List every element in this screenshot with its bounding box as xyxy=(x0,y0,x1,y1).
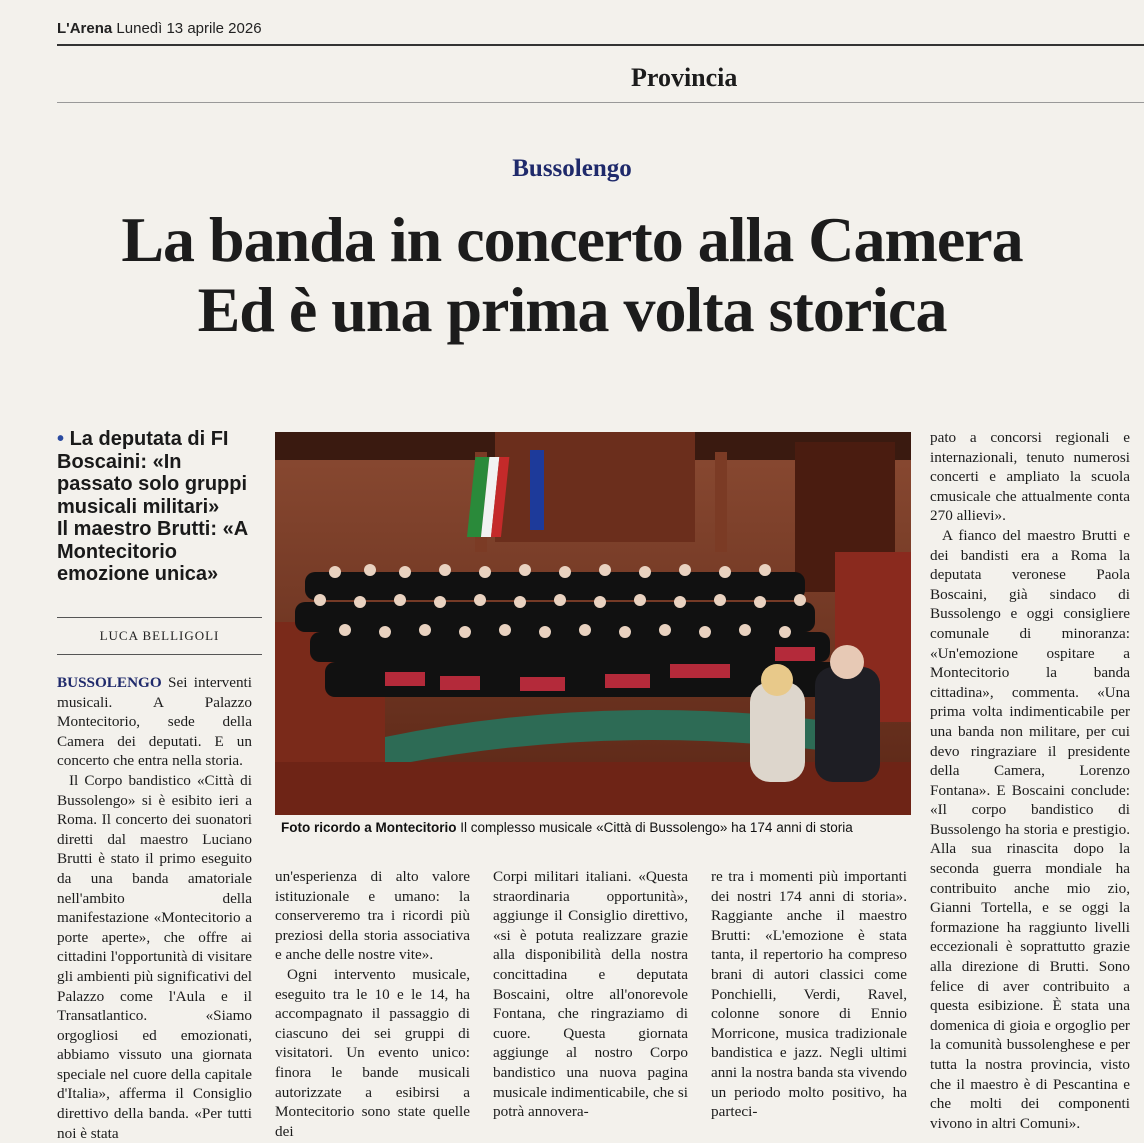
caption-title: Foto ricordo a Montecitorio xyxy=(281,820,457,835)
paragraph: Corpi militari italiani. «Questa straordinaria opportunità», aggiunge il Consiglio direttivo, «si è potuta realizzare grazie alla disponibilità della nostra concittadina e deputata Boscaini, oltre all'onorevole Fontana, che ringraziamo di cuore. Questa giornata aggiunge al nostro Corpo bandistico una nuova pagina musicale indimenticabile, che si potrà annovera- xyxy=(493,868,688,1121)
paragraph: A fianco del maestro Brutti e dei bandisti era a Roma la deputata veronese Paola Boscaini, già sindaco di Bussolengo e oggi consigliere comunale di minoranza: «Un'emozione ospitare a Montecitorio la banda cittadina», commenta. «Una prima volta indimenticabile per una banda non militare, per cui devo ringraziare il presidente della Camera, Lorenzo Fontana». E Boscaini conclude: «Il corpo bandistico di Bussolengo ha storia e prestigio. Alla sua rinascita dopo la seconda guerra mondiale ha contribuito anche mio zio, Gianni Tortella, e se oggi la formazione ha raggiunto livelli eccezionali è soprattutto grazie alla direzione di Brutti. Sono felice di aver contribuito a questa esibizione. È stata una domenica di gioia e orgoglio per la comunità bussolenghese e per tutta la nostra provincia, visto che il maestro è di Pescantina e che molti dei componenti vivono in altri Comuni». xyxy=(930,526,1130,1132)
body-column-4 xyxy=(711,867,907,1122)
section-rule xyxy=(57,102,1144,103)
paragraph-text: Sei interventi musicali. A Palazzo Montecitorio, sede della Camera dei deputati. E un concerto che entra nella storia. xyxy=(57,674,252,770)
body-column-5 xyxy=(930,428,1130,1133)
caption-text: Il complesso musicale «Città di Bussolengo» ha 174 anni di storia xyxy=(460,820,853,835)
paragraph: un'esperienza di alto valore istituzionale e umano: la conserveremo tra i ricordi più preziosi della storia associativa e anche delle nostre vite». xyxy=(275,868,470,964)
paragraph: Il Corpo bandistico «Città di Bussolengo» si è esibito ieri a Roma. Il concerto dei suonatori diretti dal maestro Luciano Brutti è stato il primo eseguito da una banda amatoriale nell'ambito della manifestazione «Montecitorio a porte aperte», che offre ai cittadini l'opportunità di visitare gli ambienti più significativi del Palazzo come l'Aula e il Transatlantico. «Siamo orgogliosi ed emozionati, abbiamo vissuto una giornata speciale nel cuore della capitale d'Italia», afferma il Consiglio direttivo della banda. «Per tutti noi è stata xyxy=(57,771,252,1142)
body-column-1 xyxy=(57,673,252,1143)
section-title: Provincia xyxy=(631,63,738,92)
top-rule xyxy=(57,44,1144,46)
headline-line-1: La banda in concerto alla Camera xyxy=(121,204,1023,275)
masthead xyxy=(57,20,262,37)
photo-caption xyxy=(281,820,911,835)
issue-date: Lunedì 13 aprile 2026 xyxy=(116,20,262,37)
summary-text-2: Il maestro Brutti: «A Montecitorio emozione unica» xyxy=(57,518,248,585)
paragraph: Ogni intervento musicale, eseguito tra le 10 e le 14, ha accompagnato il passaggio di ciascuno dei sei gruppi di visitatori. Un evento unico: finora le bande musicali autorizzate a esibirsi a Montecitorio sono state quelle dei xyxy=(275,965,470,1140)
summary xyxy=(57,428,262,586)
summary-text-1: La deputata di FI Boscaini: «In passato solo gruppi musicali militari» xyxy=(57,428,248,518)
byline: LUCA BELLIGOLI xyxy=(99,628,220,643)
paragraph: pato a concorsi regionali e internazionali, tenuto numerosi concerti e ampliato la scuola cmusicale che attualmente conta 270 allievi». xyxy=(930,429,1130,525)
byline-rule-bottom xyxy=(57,654,262,655)
body-column-3 xyxy=(493,867,688,1122)
paragraph: re tra i momenti più importanti dei nostri 174 anni di storia». Raggiante anche il maestro Brutti: «L'emozione è stata tanta, il repertorio ha compreso brani di autori classici come Ponchielli, Verdi, Ravel, colonne sonore di Ennio Morricone, musica tradizionale bandistica e jazz. Negli ultimi anni la nostra banda sta vivendo un periodo molto positivo, ha parteci- xyxy=(711,868,907,1121)
headline-line-2: Ed è una prima volta storica xyxy=(197,274,947,345)
paper-name: L'Arena xyxy=(57,20,113,37)
photo-illustration xyxy=(275,432,911,815)
dateline: BUSSOLENGO xyxy=(57,674,162,691)
concert-photo xyxy=(275,432,911,815)
byline-rule-top xyxy=(57,617,262,618)
body-column-2 xyxy=(275,867,470,1141)
summary-bullet: • xyxy=(57,428,65,450)
kicker: Bussolengo xyxy=(512,155,632,182)
headline xyxy=(0,205,1144,345)
paragraph xyxy=(57,673,252,771)
